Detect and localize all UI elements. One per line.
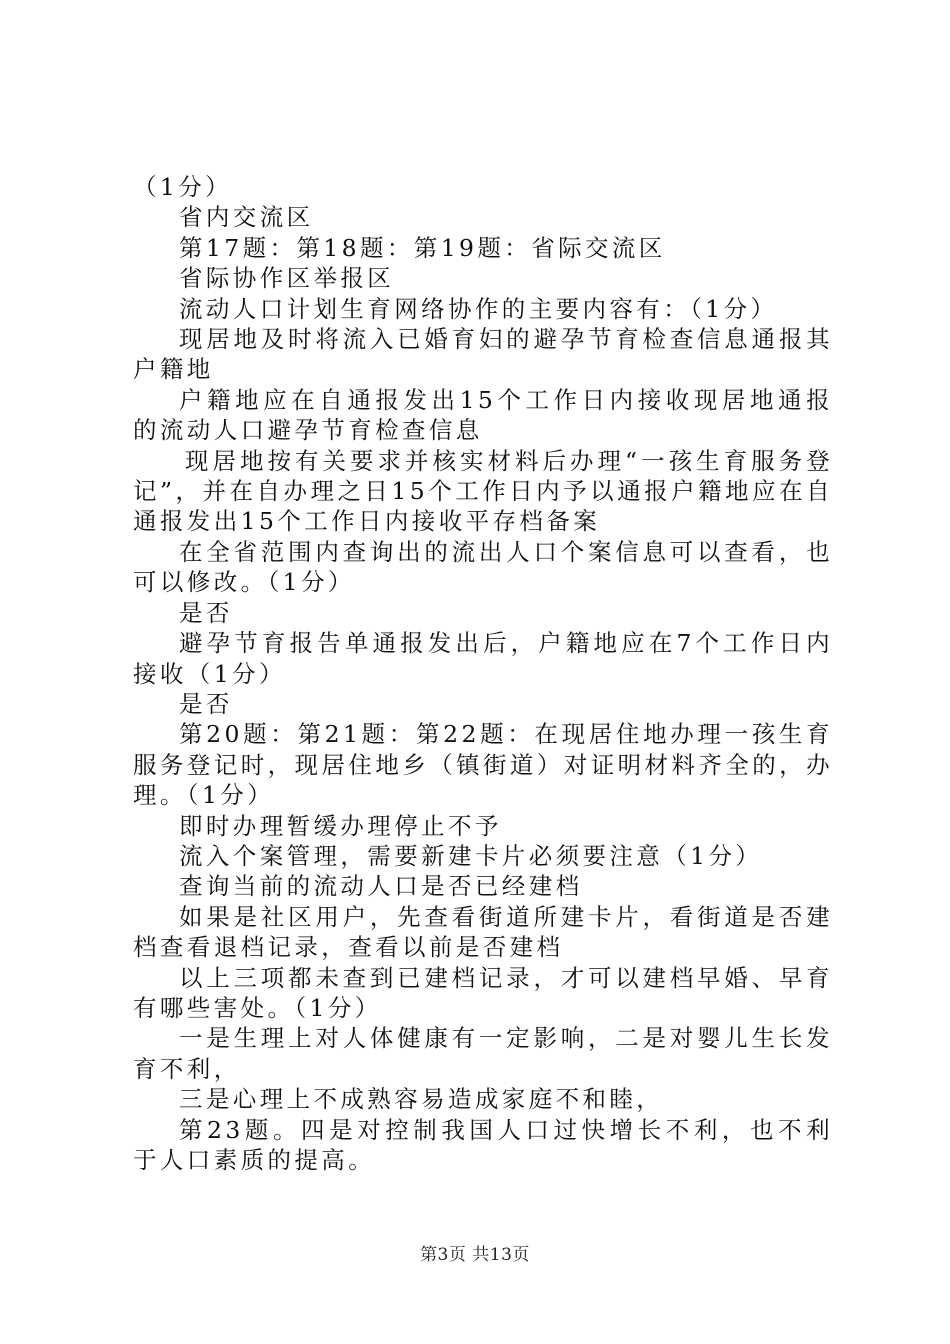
paragraph-options-handling: 即时办理暂缓办理停止不予 [179,811,502,840]
paragraph-answer-receive: 户籍地应在自通报发出15个工作日内接收现居地通报的流动人口避孕节育检查信息 [133,385,833,445]
paragraph-question-query: 在全省范围内查询出的流出人口个案信息可以查看，也可以修改。（1分） [133,537,833,597]
paragraph-option-cooperation: 省际协作区举报区 [179,264,395,293]
paragraph-option-provincial: 省内交流区 [179,203,314,232]
paragraph-answer-early-marriage: 以上三项都未查到已建档记录，才可以建档早婚、早育有哪些害处。（1分） [133,963,833,1022]
document-body [133,172,833,1175]
paragraph-question-report: 避孕节育报告单通报发出后，户籍地应在7个工作日内接收（1分） [133,629,833,688]
paragraph-answer-register: 现居地按有关要求并核实材料后办理“一孩生育服务登记”，并在自办理之日15个工作日内予以通报户籍地应在自通报发出15个工作日内接收平存档备案 [133,446,833,536]
paragraph-yes-no-1: 是否 [179,598,233,627]
paragraph-question-network: 流动人口计划生育网络协作的主要内容有：（1分） [179,294,778,323]
paragraph-questions-20-22: 第20题：第21题：第22题：在现居住地办理一孩生育服务登记时，现居住地乡（镇街道）对证明材料齐全的，办理。（1分） [133,720,833,810]
paragraph-harm-4: 第23题。四是对控制我国人口过快增长不利，也不利于人口素质的提高。 [133,1115,833,1174]
paragraph-score-note: （1分） [133,173,233,201]
paragraph-answer-check: 查询当前的流动人口是否已经建档 [179,872,583,901]
paragraph-questions-17-19: 第17题：第18题：第19题：省际交流区 [179,233,666,262]
page-number-footer: 第3页 共13页 [420,1245,530,1265]
paragraph-question-new-card: 流入个案管理，需要新建卡片必须要注意（1分） [179,841,763,870]
paragraph-harm-1-2: 一是生理上对人体健康有一定影响，二是对婴儿生长发育不利， [133,1024,833,1083]
paragraph-harm-3: 三是心理上不成熟容易造成家庭不和睦， [179,1085,664,1114]
paragraph-yes-no-2: 是否 [179,689,233,718]
paragraph-answer-community: 如果是社区用户，先查看街道所建卡片，看街道是否建档查看退档记录，查看以前是否建档 [133,902,833,962]
paragraph-answer-notify: 现居地及时将流入已婚育妇的避孕节育检查信息通报其户籍地 [133,325,833,384]
